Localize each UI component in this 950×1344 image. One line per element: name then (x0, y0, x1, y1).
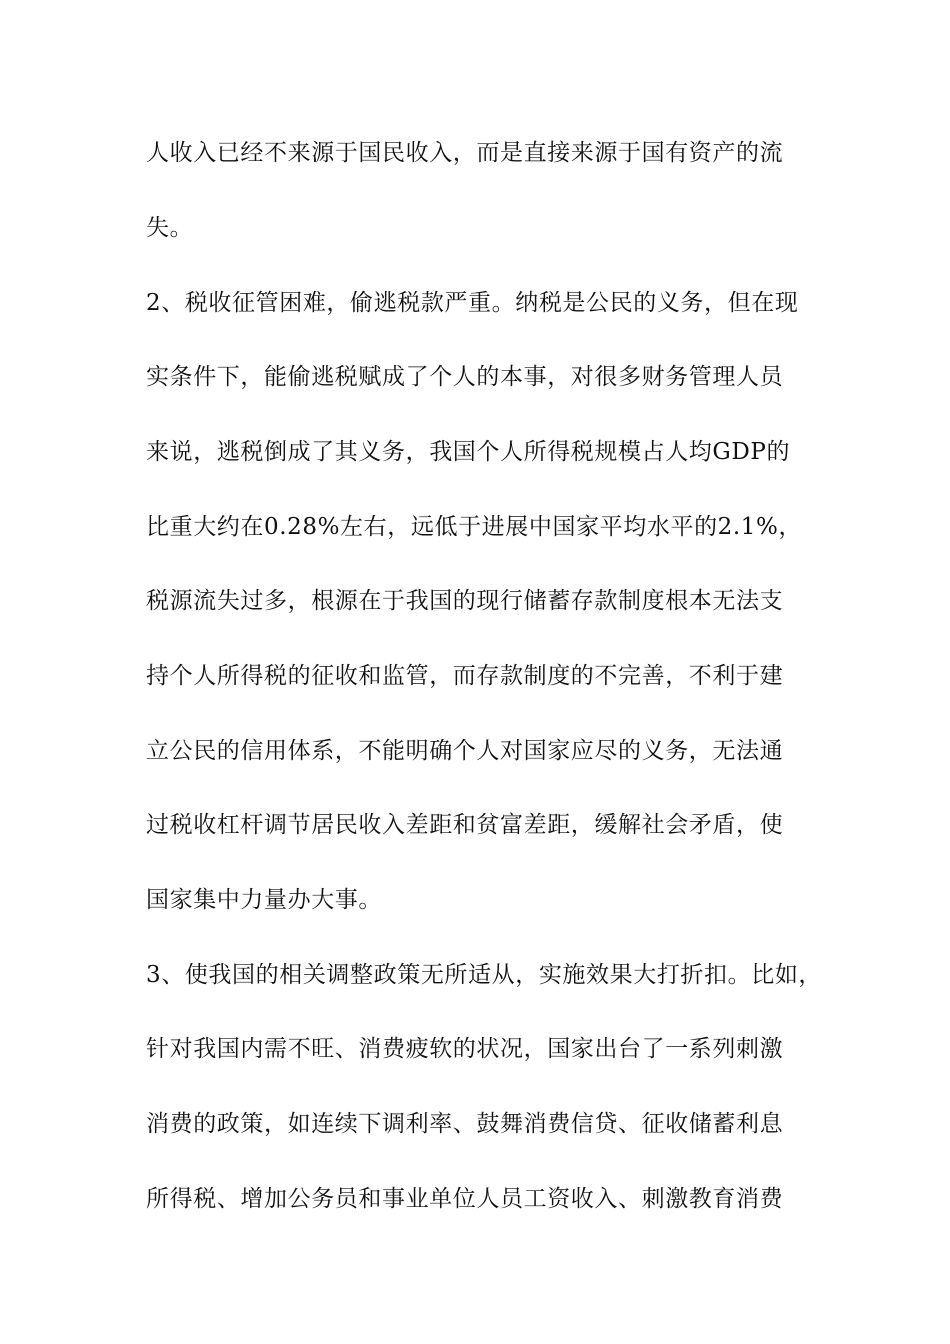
text-line: 比重大约在0.28%左右，远低于进展中国家平均水平的2.1%， (146, 514, 803, 540)
text-line: 人收入已经不来源于国民收入，而是直接来源于国有资产的流 (146, 140, 784, 166)
text-line: 过税收杠杆调节居民收入差距和贫富差距，缓解社会矛盾，使 (146, 812, 784, 838)
text-line: 3、使我国的相关调整政策无所适从，实施效果大打折扣。比如， (146, 962, 823, 988)
text-line: 2、税收征管困难，偷逃税款严重。纳税是公民的义务，但在现 (146, 290, 799, 316)
text-line: 国家集中力量办大事。 (146, 887, 382, 913)
text-line: 针对我国内需不旺、消费疲软的状况，国家出台了一系列刺激 (146, 1036, 784, 1062)
text-line: 税源流失过多，根源在于我国的现行储蓄存款制度根本无法支 (146, 588, 784, 614)
text-line: 实条件下，能偷逃税赋成了个人的本事，对很多财务管理人员 (146, 364, 784, 390)
text-line: 持个人所得税的征收和监管，而存款制度的不完善，不利于建 (146, 663, 784, 689)
text-line: 立公民的信用体系，不能明确个人对国家应尽的义务，无法通 (146, 738, 784, 764)
text-line: 失。 (146, 215, 194, 241)
text-line: 所得税、增加公务员和事业单位人员工资收入、刺激教育消费 (146, 1186, 784, 1212)
text-line: 消费的政策，如连续下调利率、鼓舞消费信贷、征收储蓄利息 (146, 1111, 784, 1137)
text-line: 来说，逃税倒成了其义务，我国个人所得税规模占人均GDP的 (146, 439, 791, 465)
